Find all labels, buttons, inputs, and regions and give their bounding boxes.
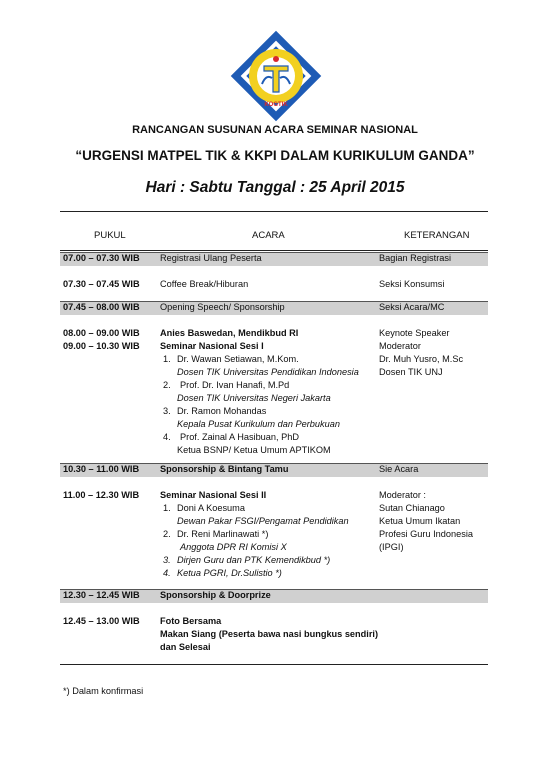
row-note: Moderator : — [379, 490, 426, 500]
row-note: Moderator — [379, 341, 421, 351]
speaker-desc: Kepala Pusat Kurikulum dan Perbukuan — [177, 419, 340, 429]
row-time: 07.00 – 07.30 WIB — [63, 253, 140, 263]
row-note: Seksi Konsumsi — [379, 279, 445, 289]
speaker-name: Doni A Koesuma — [177, 503, 245, 513]
seminar-theme: “URGENSI MATPEL TIK & KKPI DALAM KURIKULUM GANDA” — [75, 148, 475, 163]
speaker-name: Prof. Zainal A Hasibuan, PhD — [180, 432, 299, 442]
row-event: Sponsorship & Doorprize — [160, 590, 271, 600]
list-number: 2. — [163, 529, 171, 539]
speaker-name: Dr. Wawan Setiawan, M.Kom. — [177, 354, 299, 364]
row-event: Anies Baswedan, Mendikbud RI — [160, 328, 299, 338]
row-event: Sponsorship & Bintang Tamu — [160, 464, 289, 474]
row-event: Opening Speech/ Sponsorship — [160, 302, 285, 312]
moderator-name: Dr. Muh Yusro, M.Sc — [379, 354, 464, 364]
row-event: Registrasi Ulang Peserta — [160, 253, 262, 263]
col-header-note: KETERANGAN — [404, 230, 470, 241]
speaker-desc: Dosen TIK Universitas Pendidikan Indonesia — [177, 367, 359, 377]
row-time: 10.30 – 11.00 WIB — [63, 464, 140, 474]
header-rule — [60, 250, 488, 251]
list-number: 4. — [163, 432, 171, 442]
list-number: 1. — [163, 354, 171, 364]
row-time: 12.30 – 12.45 WIB — [63, 590, 140, 600]
list-number: 2. — [163, 380, 171, 390]
row-note: Seksi Acara/MC — [379, 302, 445, 312]
row-time: 12.45 – 13.00 WIB — [63, 616, 140, 626]
row-time: 07.45 – 08.00 WIB — [63, 302, 140, 312]
row-event: Foto Bersama — [160, 616, 222, 626]
row-note: Sutan Chianago — [379, 503, 445, 513]
row-time: 09.00 – 10.30 WIB — [63, 341, 140, 351]
row-note: Sie Acara — [379, 464, 419, 474]
speaker-desc: Ketua BSNP/ Ketua Umum APTIKOM — [177, 445, 331, 455]
logo-text: KOGTIK — [264, 102, 288, 108]
row-note: Keynote Speaker — [379, 328, 450, 338]
top-rule — [60, 211, 488, 212]
row-time: 07.30 – 07.45 WIB — [63, 279, 140, 289]
speaker-name: Prof. Dr. Ivan Hanafi, M.Pd — [180, 380, 290, 390]
col-header-time: PUKUL — [94, 230, 126, 241]
footnote: *) Dalam konfirmasi — [63, 686, 144, 696]
speaker-name: Dr. Reni Marlinawati *) — [177, 529, 269, 539]
speaker-desc: Dewan Pakar FSGI/Pengamat Pendidikan — [177, 516, 349, 526]
row-note: Ketua Umum Ikatan — [379, 516, 461, 526]
moderator-role: Dosen TIK UNJ — [379, 367, 443, 377]
row-event: Coffee Break/Hiburan — [160, 279, 249, 289]
list-number: 1. — [163, 503, 171, 513]
row-note: Bagian Registrasi — [379, 253, 452, 263]
speaker-name: Ketua PGRI, Dr.Sulistio *) — [177, 568, 282, 578]
list-number: 3. — [163, 406, 171, 416]
list-number: 3. — [163, 555, 171, 565]
row-event: Seminar Nasional Sesi I — [160, 341, 264, 351]
row-note: Profesi Guru Indonesia — [379, 529, 473, 539]
speaker-desc: Anggota DPR RI Komisi X — [180, 542, 287, 552]
row-note: (IPGI) — [379, 542, 404, 552]
list-number: 4. — [163, 568, 171, 578]
row-time: 08.00 – 09.00 WIB — [63, 328, 140, 338]
bottom-rule — [60, 664, 488, 665]
document-title: RANCANGAN SUSUNAN ACARA SEMINAR NASIONAL — [132, 124, 418, 136]
row-event: Seminar Nasional Sesi II — [160, 490, 267, 500]
row-event: Makan Siang (Peserta bawa nasi bungkus sendiri) — [160, 629, 379, 639]
row-event: dan Selesai — [160, 642, 211, 652]
speaker-desc: Dosen TIK Universitas Negeri Jakarta — [177, 393, 331, 403]
speaker-name: Dr. Ramon Mohandas — [177, 406, 267, 416]
logo — [226, 26, 326, 126]
col-header-event: ACARA — [252, 230, 285, 241]
date-line: Hari : Sabtu Tanggal : 25 April 2015 — [145, 179, 405, 196]
speaker-name: Dirjen Guru dan PTK Kemendikbud *) — [177, 555, 331, 565]
row-time: 11.00 – 12.30 WIB — [63, 490, 140, 500]
